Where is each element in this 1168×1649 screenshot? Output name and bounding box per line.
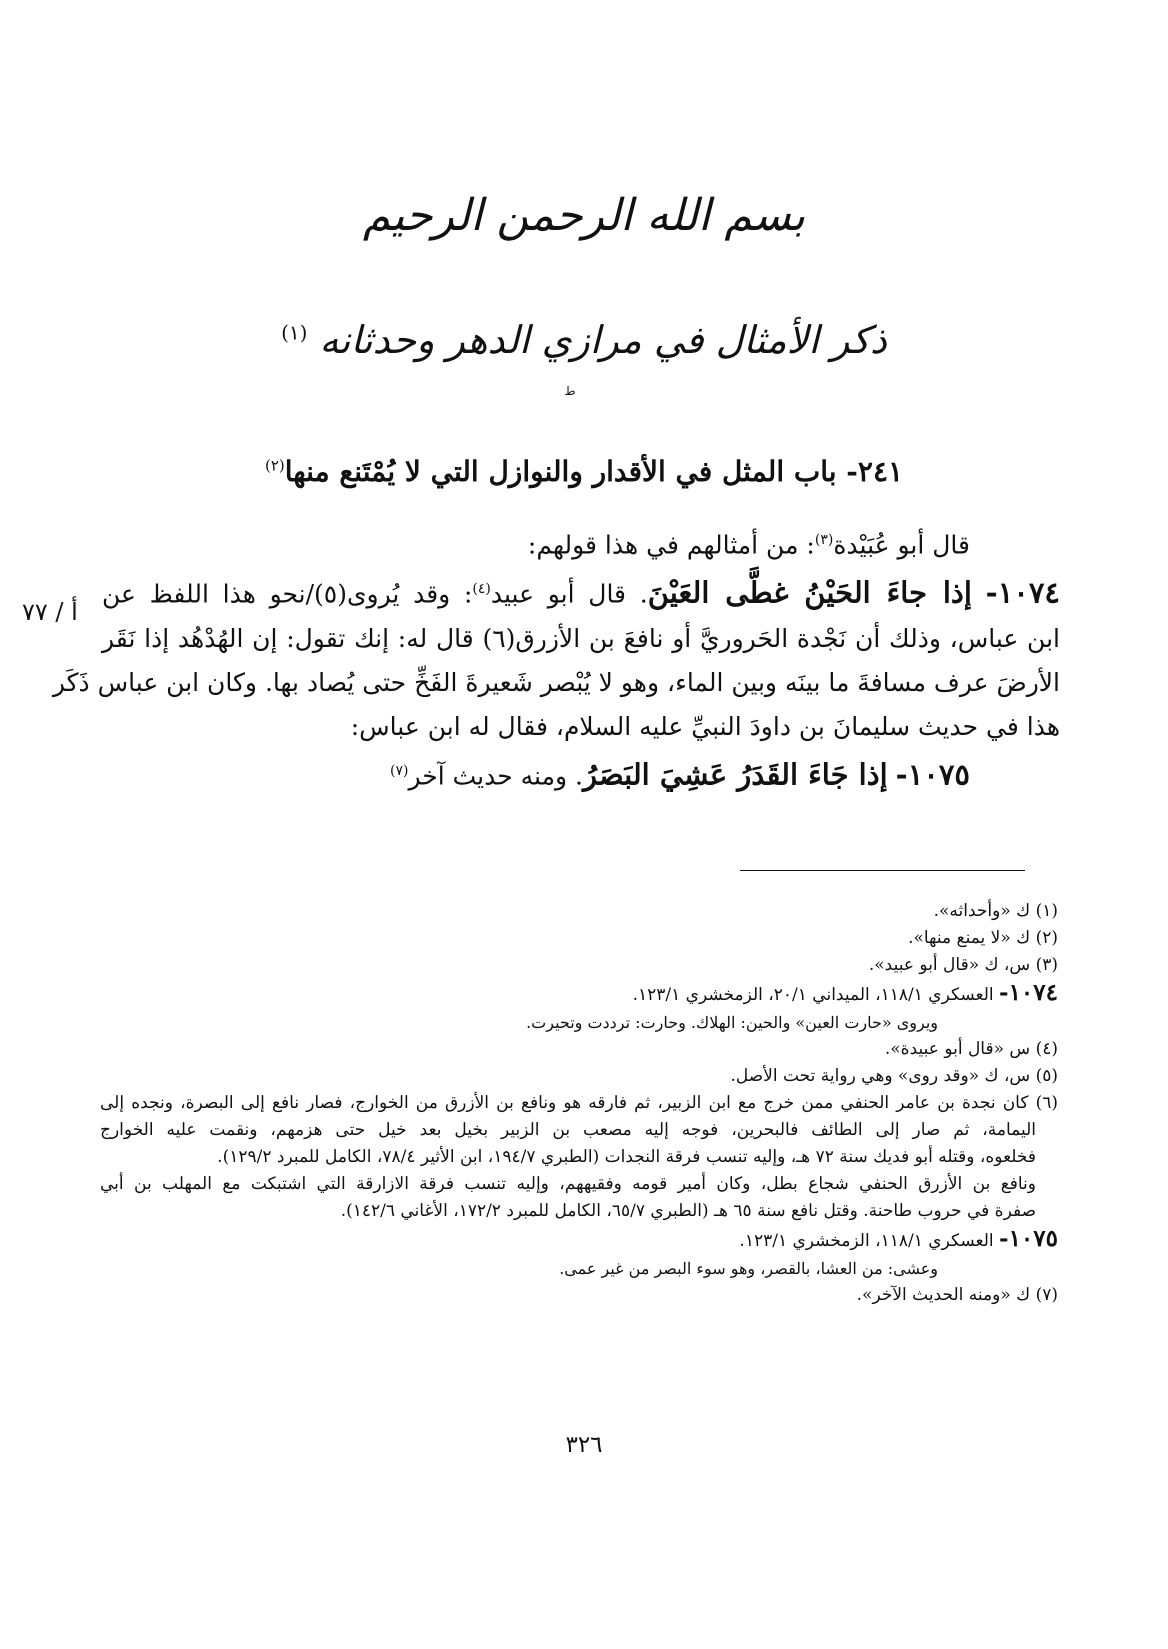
footnote: (٤) س «قال أبو عبيدة». xyxy=(884,1039,1058,1059)
footnote-continuation: ونافع بن الأزرق الحنفي شجاع بطل، وكان أمير قومه وفقيههم، وإليه تنسب فرقة الازارقة التي اشتبكت مع المهلب بن أبي xyxy=(100,1174,1036,1194)
footnote-continuation: صفرة في حروب طاحنة. وقتل نافع سنة ٦٥ هـ (الطبري ٦٥/٧، الكامل للمبرد ١٧٢/٢، الأغاني ١٤٢/٦). xyxy=(340,1201,1036,1221)
chapter-mark: ط xyxy=(564,384,576,398)
gloss-note: ويروى «حارت العين» والحين: الهلاك. وحارت: ترددت وتحيرت. xyxy=(526,1013,938,1032)
footnote-ref: (٢) xyxy=(264,456,285,475)
text-line: هذا في حديث سليمانَ بن داودَ النبيِّ عليه السلام، فقال له ابن عباس: xyxy=(350,711,1060,741)
chapter-title-text: ذكر الأمثال في مرازي الدهر وحدثانه xyxy=(319,318,887,362)
text-line: قال أبو عُبَيْدة$^{(٣)}$: من أمثالهم في هذا قولهم: xyxy=(527,530,970,560)
footnote-continuation: فخلعوه، وقتله أبو فديك سنة ٧٢ هـ، وإليه تنسب فرقة النجدات (الطبري ١٩٤/٧، ابن الأثير ٧٨/٤، الكامل للمبرد ١٢٩/٢). xyxy=(217,1147,1036,1167)
footnote-ref: (١) xyxy=(281,320,308,345)
proverb-number: ١٠٧٤- xyxy=(985,575,1060,610)
section-heading xyxy=(0,455,1168,488)
footnote-ref: (٧) xyxy=(389,762,409,779)
footnote-ref: (٤) xyxy=(472,581,491,598)
basmala: بسم الله الرحمن الرحيم xyxy=(362,190,806,241)
proverb-line: ١٠٧٤- إذا جاءَ الحَيْنُ غطَّى العَيْنَ. قال أبو عبيد$^{(٤)}$: وقد يُروى(٥)/نحو هذا اللفظ عن xyxy=(102,575,1060,610)
footnote: (٥) س، ك «وقد روى» وهي رواية تحت الأصل. xyxy=(730,1066,1058,1086)
footnote: (٣) س، ك «قال أبو عبيد». xyxy=(868,955,1058,975)
marginal-folio-reference: أ / ٧٧ xyxy=(22,598,78,626)
proverb-number: ١٠٧٥- xyxy=(999,1225,1058,1252)
footnote: (١) ك «وأحداثه». xyxy=(933,901,1058,921)
footnote-continuation: اليمامة، ثم صار إلى الطائف فالبحرين، فوجه إليه مصعب بن الزبير بخيل بعد خيل حتى هزمهم، ونقمت عليه الخوارج xyxy=(100,1120,1036,1140)
footnote: (٦) كان نجدة بن عامر الحنفي ممن خرج مع ابن الزبير، ثم فارقه هو ونافع بن الأزرق من الخوارج، فصار نافع إلى البصرة، ونجده إلى xyxy=(100,1093,1058,1113)
footnote: (٧) ك «ومنه الحديث الآخر». xyxy=(856,1285,1058,1305)
text-line: الأرضَ عرف مسافةَ ما بينَه وبين الماء، وهو لا يُبْصر شَعيرةَ الفَخِّ حتى يُصاد بها. وكان ابن عباس ذَكَر xyxy=(52,667,1060,697)
proverb-text: إذا جاءَ الحَيْنُ غطَّى العَيْنَ xyxy=(647,575,972,610)
proverb-number: ١٠٧٥- xyxy=(895,756,970,791)
section-heading-text: ٢٤١- باب المثل في الأقدار والنوازل التي لا يُمْتَنع منها xyxy=(284,455,904,488)
proverb-number: ١٠٧٤- xyxy=(999,979,1058,1006)
footnote: (٢) ك «لا يمنع منها». xyxy=(908,928,1058,948)
gloss-note: وعشى: من العشا، بالقصر، وهو سوء البصر من غير عمى. xyxy=(559,1259,938,1278)
proverb-text: إذا جَاءَ القَدَرُ عَشِيَ البَصَرُ xyxy=(582,756,888,791)
page-number: ٣٢٦ xyxy=(565,1432,603,1458)
footnote-ref: (٣) xyxy=(814,532,834,548)
source-note: ١٠٧٥- العسكري ١١٨/١، الزمخشري ١٢٣/١. xyxy=(739,1225,1058,1252)
text-line: ابن عباس، وذلك أن نَجْدة الحَروريَّ أو نافعَ بن الأزرق(٦) قال له: إنك تقول: إن الهُدْهُد إذا نَقَر xyxy=(102,623,1060,653)
footnote-separator xyxy=(740,870,1025,871)
footnotes xyxy=(100,898,1058,1309)
proverb-line: ١٠٧٥- إذا جَاءَ القَدَرُ عَشِيَ البَصَرُ. ومنه حديث آخر$^{(٧)}$ xyxy=(389,756,970,791)
chapter-title xyxy=(0,318,1168,362)
source-note: ١٠٧٤- العسكري ١١٨/١، الميداني ٢٠/١، الزمخشري ١٢٣/١. xyxy=(632,979,1058,1006)
main-text xyxy=(52,518,1060,798)
